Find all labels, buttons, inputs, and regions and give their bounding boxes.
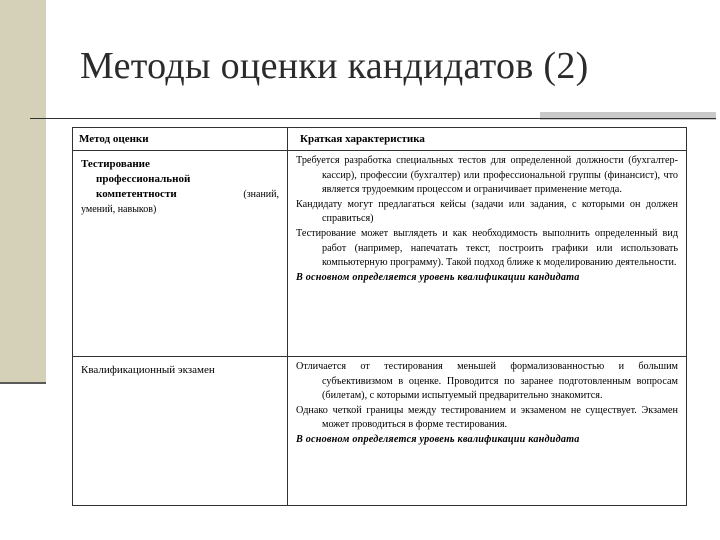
table-row xyxy=(73,357,687,506)
table-header-row xyxy=(73,128,687,151)
description-paragraph: Отличается от тестирования меньшей формализованностью и большим субъективизмом в оценке. Проводится по заранее подготовленным вопросам (билетам), с которыми испытуемый предварительно знакомится. xyxy=(296,361,678,402)
description-conclusion: В основном определяется уровень квалификации кандидата xyxy=(296,271,580,283)
method-line: профессиональной xyxy=(96,173,191,185)
table-row xyxy=(73,151,687,357)
slide-title: Методы оценки кандидатов (2) xyxy=(80,45,589,87)
method-cell xyxy=(73,357,288,506)
description-conclusion: В основном определяется уровень квалификации кандидата xyxy=(296,433,580,445)
method-line-suffix: (знаний, xyxy=(243,189,279,200)
method-cell xyxy=(73,151,288,357)
header-method: Метод оценки xyxy=(73,128,288,151)
method-line: Тестирование xyxy=(81,158,150,170)
method-line: умений, навыков) xyxy=(81,204,157,215)
header-description: Краткая характеристика xyxy=(288,128,687,151)
description-paragraph: Однако четкой границы между тестированием и экзаменом не существует. Экзамен может проводиться в форме тестирования. xyxy=(296,404,678,431)
title-divider xyxy=(30,118,716,119)
method-line: компетентности xyxy=(96,188,177,200)
decorative-left-bar-line xyxy=(0,382,46,384)
description-cell xyxy=(288,151,687,357)
methods-table xyxy=(72,127,687,506)
decorative-left-bar xyxy=(0,0,46,384)
description-paragraph: Кандидату могут предлагаться кейсы (задачи или задания, с которыми он должен справиться) xyxy=(296,198,678,225)
method-name: Квалификационный экзамен xyxy=(81,364,215,376)
description-cell xyxy=(288,357,687,506)
description-paragraph: Требуется разработка специальных тестов для определенной должности (бухгалтер-кассир), профессии (бухгалтер) или профессиональной группы (финансист), что является трудоемким процессом и ограничивает применение метода. xyxy=(296,155,678,196)
description-paragraph: Тестирование может выглядеть и как необходимость выполнить определенный вид работ (например, напечатать текст, построить графики или использовать компьютерную программу). Такой подход ближе к моделированию деятельности. xyxy=(296,227,678,269)
